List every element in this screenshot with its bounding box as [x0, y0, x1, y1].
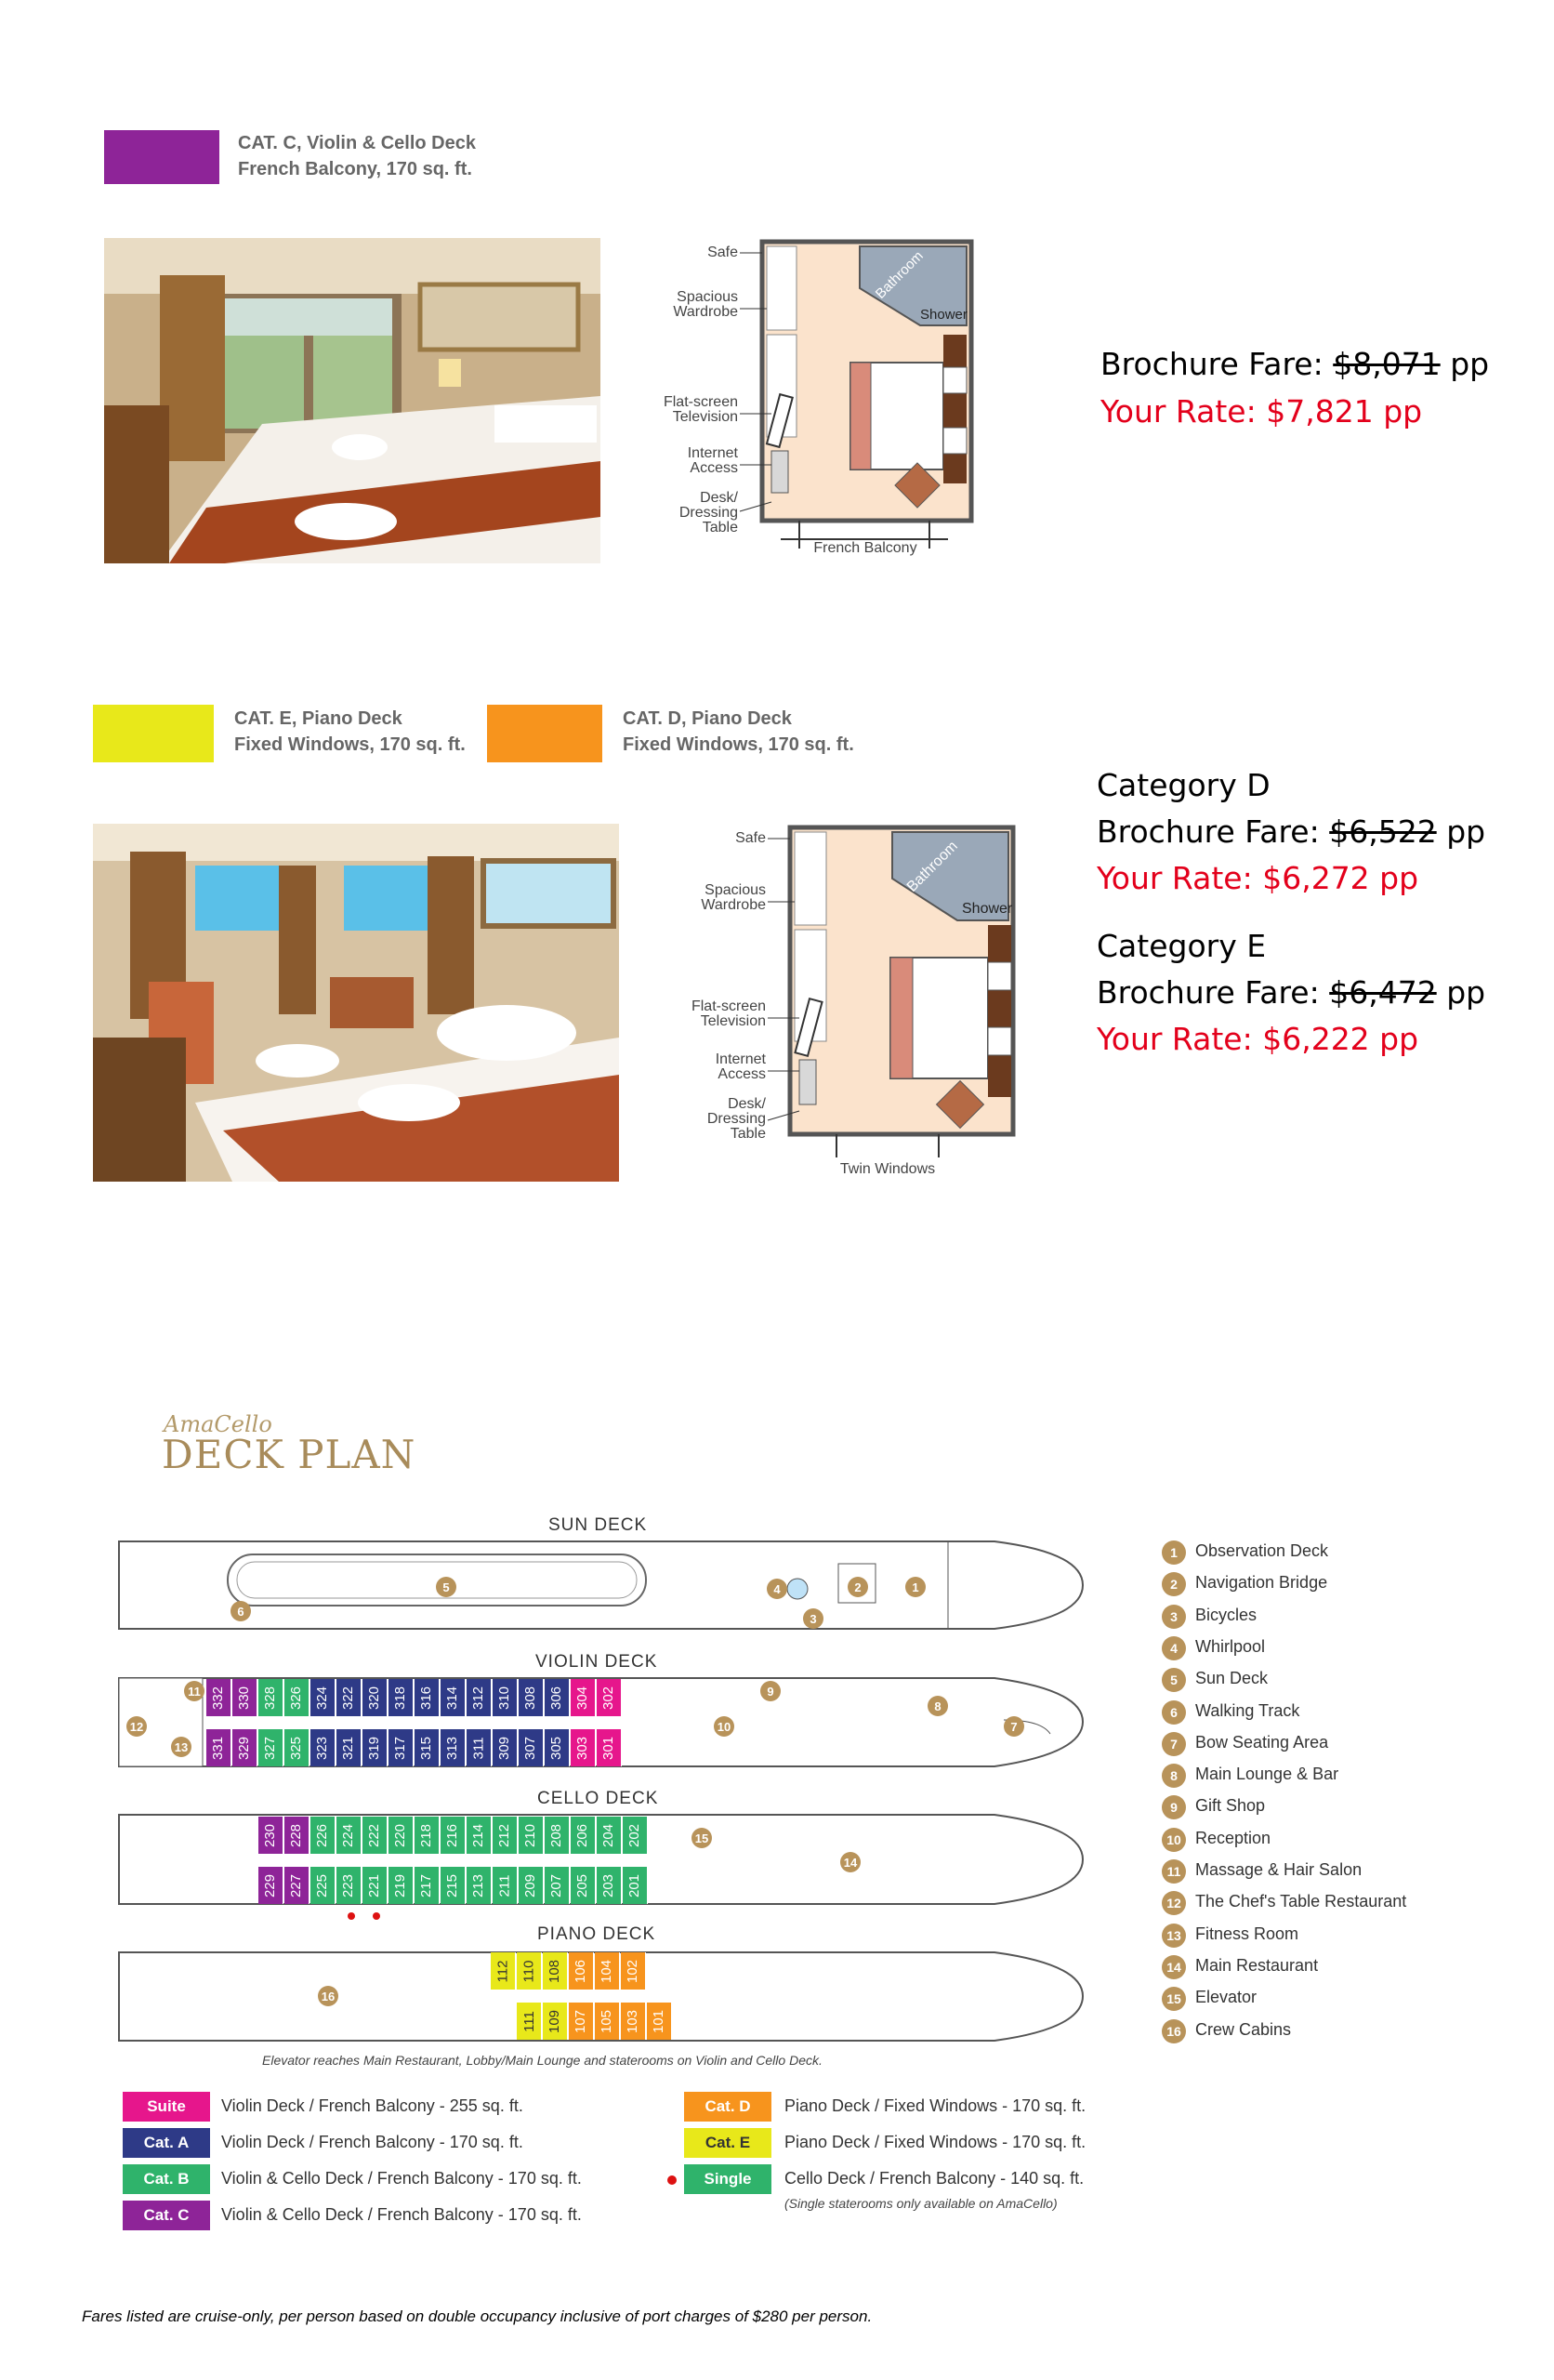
single-dot-icon — [667, 2175, 677, 2185]
svg-text:Shower: Shower — [962, 901, 1013, 917]
key-text-single: Cello Deck / French Balcony - 140 sq. ft. — [784, 2169, 1085, 2188]
cabin-204 — [597, 1817, 622, 1854]
marker-11: 11 — [184, 1681, 204, 1701]
cabin-220 — [388, 1817, 414, 1854]
fp-de-internet: Internet Access — [715, 1051, 766, 1082]
fp-c-balcony: French Balcony — [813, 540, 917, 556]
cabin-312 — [467, 1679, 492, 1716]
legend-number-badge: 12 — [1162, 1891, 1186, 1915]
cabin-number: 230 — [262, 1823, 279, 1847]
cat-c-room-photo — [104, 238, 600, 563]
cabin-228 — [284, 1817, 309, 1854]
fp-c-safe: Safe — [707, 245, 738, 260]
cat-de-room-photo — [93, 824, 619, 1182]
cabin-227 — [284, 1867, 309, 1904]
cabin-number: 211 — [496, 1874, 513, 1897]
cat-e-header-line1: CAT. E, Piano Deck — [234, 708, 402, 729]
marker-5: 5 — [436, 1577, 456, 1597]
cabin-number: 213 — [470, 1873, 487, 1897]
cabin-number: 328 — [262, 1686, 279, 1710]
cabin-213 — [467, 1867, 492, 1904]
cabin-number: 222 — [366, 1823, 383, 1847]
cabin-number: 324 — [314, 1686, 331, 1710]
cabin-number: 228 — [288, 1823, 305, 1847]
cabin-217 — [415, 1867, 440, 1904]
cabin-number: 108 — [547, 1959, 563, 1983]
cabin-number: 212 — [496, 1823, 513, 1847]
cabin-208 — [545, 1817, 570, 1854]
cabin-203 — [597, 1867, 622, 1904]
cabin-number: 318 — [392, 1686, 409, 1710]
fp-de-desk: Desk/ Dressing Table — [706, 1096, 766, 1142]
legend-label: Elevator — [1195, 1988, 1258, 2007]
cabin-102 — [621, 1952, 646, 1990]
cabin-307 — [519, 1729, 544, 1766]
legend-number-badge: 16 — [1162, 2019, 1186, 2043]
cabin-201 — [623, 1867, 648, 1904]
cabin-number: 207 — [548, 1873, 565, 1897]
legend-number-badge: 8 — [1162, 1764, 1186, 1788]
cabin-number: 214 — [470, 1823, 487, 1847]
legend-number-badge: 11 — [1162, 1859, 1186, 1884]
cabin-219 — [388, 1867, 414, 1904]
cabin-327 — [258, 1729, 283, 1766]
key-badge-cat-d: Cat. D — [684, 2092, 771, 2122]
legend-label: Reception — [1195, 1828, 1271, 1847]
cabin-number: 224 — [340, 1823, 357, 1847]
cabin-number: 206 — [574, 1823, 591, 1847]
key-text-cat-b: Violin & Cello Deck / French Balcony - 170 sq. ft. — [221, 2169, 582, 2188]
cat-c-pp: pp — [1450, 346, 1490, 382]
cabin-number: 303 — [574, 1736, 591, 1760]
cabin-325 — [284, 1729, 309, 1766]
marker-3: 3 — [803, 1608, 823, 1629]
svg-text:Bathroom: Bathroom — [872, 247, 927, 302]
legend-number-badge: 6 — [1162, 1700, 1186, 1725]
marker-15: 15 — [691, 1828, 712, 1848]
key-text-suite: Violin Deck / French Balcony - 255 sq. ft. — [221, 2096, 523, 2115]
cabin-216 — [441, 1817, 466, 1854]
cabin-number: 102 — [625, 1959, 641, 1983]
cabin-number: 203 — [600, 1873, 617, 1897]
cat-c-rate-label: Your Rate: — [1100, 393, 1257, 430]
cabin-112 — [491, 1952, 516, 1990]
legend-number-badge: 10 — [1162, 1828, 1186, 1852]
cabin-number: 313 — [444, 1736, 461, 1760]
cabin-number: 305 — [548, 1736, 565, 1760]
cat-c-header-line1: CAT. C, Violin & Cello Deck — [238, 133, 476, 153]
cabin-230 — [258, 1817, 283, 1854]
cabin-311 — [467, 1729, 492, 1766]
cabin-107 — [569, 2003, 594, 2040]
cabin-310 — [493, 1679, 518, 1716]
cabin-number: 106 — [573, 1959, 589, 1983]
cabin-226 — [310, 1817, 336, 1854]
deck-name-cello: CELLO DECK — [537, 1789, 659, 1808]
cabin-number: 215 — [444, 1873, 461, 1897]
cabin-number: 308 — [522, 1686, 539, 1710]
cabin-number: 309 — [496, 1736, 513, 1760]
cat-c-floorplan — [641, 232, 985, 567]
cabin-number: 216 — [444, 1823, 461, 1847]
legend-number-badge: 14 — [1162, 1955, 1186, 1979]
cabin-number: 319 — [366, 1736, 383, 1760]
cat-c-brochure-price: $8,071 — [1333, 346, 1441, 382]
deck-name-violin: VIOLIN DECK — [535, 1652, 658, 1672]
cabin-number: 219 — [392, 1873, 409, 1897]
cat-e-your-rate: Your Rate: $6,222 pp — [1097, 1021, 1419, 1057]
cabin-number: 330 — [236, 1686, 253, 1710]
marker-16: 16 — [318, 1986, 338, 2006]
cabin-number: 329 — [236, 1736, 253, 1760]
cat-e-pp: pp — [1446, 974, 1486, 1011]
cabin-205 — [571, 1867, 596, 1904]
cabin-number: 210 — [522, 1823, 539, 1847]
fp-c-desk: Desk/ Dressing Table — [678, 490, 738, 536]
deck-plan-title: DECK PLAN — [162, 1432, 416, 1477]
key-text-cat-d: Piano Deck / Fixed Windows - 170 sq. ft. — [784, 2096, 1086, 2115]
key-single-note: (Single staterooms only available on AmaCello) — [784, 2196, 1058, 2211]
cabin-number: 111 — [520, 2010, 537, 2032]
cabin-214 — [467, 1817, 492, 1854]
cabin-322 — [336, 1679, 362, 1716]
cabin-302 — [597, 1679, 622, 1716]
cabin-number: 229 — [262, 1873, 279, 1897]
key-badge-cat-e: Cat. E — [684, 2128, 771, 2158]
cabin-103 — [621, 2003, 646, 2040]
cat-c-header — [238, 130, 476, 182]
cabin-317 — [388, 1729, 414, 1766]
cabin-number: 112 — [494, 1960, 511, 1982]
cat-d-brochure-fare — [1097, 809, 1485, 855]
legend-number-badge: 15 — [1162, 1987, 1186, 2011]
cabin-number: 301 — [600, 1736, 617, 1760]
cabin-319 — [362, 1729, 388, 1766]
cabin-number: 103 — [625, 2009, 641, 2033]
cabin-104 — [595, 1952, 620, 1990]
cabin-number: 201 — [626, 1873, 643, 1897]
cat-d-header — [623, 706, 854, 758]
cat-d-swatch — [487, 705, 602, 762]
cat-e-title: Category E — [1097, 928, 1267, 964]
fp-c-internet: Internet Access — [687, 445, 738, 476]
cabin-309 — [493, 1729, 518, 1766]
marker-1: 1 — [905, 1577, 926, 1597]
cabin-number: 323 — [314, 1736, 331, 1760]
key-badge-cat-a: Cat. A — [123, 2128, 210, 2158]
cabin-number: 227 — [288, 1873, 305, 1897]
key-text-cat-c: Violin & Cello Deck / French Balcony - 170 sq. ft. — [221, 2205, 582, 2224]
legend-number-badge: 1 — [1162, 1540, 1186, 1565]
cabin-332 — [206, 1679, 231, 1716]
key-badge-single: Single — [684, 2164, 771, 2194]
cabin-110 — [517, 1952, 542, 1990]
cabin-326 — [284, 1679, 309, 1716]
cabin-number: 101 — [651, 2009, 667, 2033]
key-text-cat-a: Violin Deck / French Balcony - 170 sq. ft. — [221, 2133, 523, 2151]
legend-number-badge: 13 — [1162, 1924, 1186, 1948]
cat-d-your-rate: Your Rate: $6,272 pp — [1097, 860, 1419, 896]
cabin-number: 332 — [210, 1686, 227, 1710]
cat-e-header — [234, 706, 466, 758]
cabin-305 — [545, 1729, 570, 1766]
cabin-224 — [336, 1817, 362, 1854]
cat-c-swatch — [104, 130, 219, 184]
cabin-229 — [258, 1867, 283, 1904]
fp-c-wardrobe: Spacious Wardrobe — [673, 289, 738, 320]
cabin-212 — [493, 1817, 518, 1854]
legend-number-badge: 5 — [1162, 1668, 1186, 1692]
cabin-number: 311 — [470, 1737, 487, 1759]
marker-9: 9 — [760, 1681, 781, 1701]
cabin-number: 317 — [392, 1736, 409, 1760]
key-text-cat-e: Piano Deck / Fixed Windows - 170 sq. ft. — [784, 2133, 1086, 2151]
cabin-218 — [415, 1817, 440, 1854]
cabin-number: 105 — [599, 2009, 615, 2033]
legend-label: Bow Seating Area — [1195, 1732, 1329, 1752]
cabin-number: 316 — [418, 1686, 435, 1710]
fp-de-tv: Flat-screen Television — [691, 998, 766, 1029]
footnote: Fares listed are cruise-only, per person based on double occupancy inclusive of port charges of $280 per person. — [82, 2307, 873, 2325]
elevator-note: Elevator reaches Main Restaurant, Lobby/Main Lounge and staterooms on Violin and Cello Deck. — [262, 2053, 823, 2068]
cat-e-brochure-label: Brochure Fare: — [1097, 974, 1320, 1011]
cabin-301 — [597, 1729, 622, 1766]
legend-label: Walking Track — [1195, 1700, 1300, 1720]
cabin-number: 204 — [600, 1823, 617, 1847]
cabin-number: 325 — [288, 1736, 305, 1760]
cabin-number: 326 — [288, 1686, 305, 1710]
cabin-number: 314 — [444, 1686, 461, 1710]
cabin-209 — [519, 1867, 544, 1904]
cabin-number: 307 — [522, 1736, 539, 1760]
marker-13: 13 — [171, 1737, 191, 1757]
deck-name-sun: SUN DECK — [548, 1515, 648, 1535]
cat-e-brochure-price: $6,472 — [1329, 974, 1437, 1011]
cabin-105 — [595, 2003, 620, 2040]
legend-number-badge: 2 — [1162, 1572, 1186, 1596]
marker-2: 2 — [848, 1577, 868, 1597]
cabin-316 — [415, 1679, 440, 1716]
cabin-111 — [517, 2003, 542, 2040]
cat-e-header-line2: Fixed Windows, 170 sq. ft. — [234, 734, 466, 755]
legend-number-badge: 7 — [1162, 1732, 1186, 1756]
cabin-number: 327 — [262, 1736, 279, 1760]
svg-text:Shower: Shower — [920, 307, 968, 323]
legend-label: Observation Deck — [1195, 1541, 1329, 1560]
cabin-108 — [543, 1952, 568, 1990]
cabin-number: 226 — [314, 1823, 331, 1847]
cabin-313 — [441, 1729, 466, 1766]
cat-d-brochure-label: Brochure Fare: — [1097, 813, 1320, 850]
cabin-304 — [571, 1679, 596, 1716]
cat-e-swatch — [93, 705, 214, 762]
cabin-number: 310 — [496, 1686, 513, 1710]
cabin-number: 312 — [470, 1686, 487, 1710]
marker-6: 6 — [230, 1601, 251, 1621]
cabin-315 — [415, 1729, 440, 1766]
cabin-223 — [336, 1867, 362, 1904]
cabin-321 — [336, 1729, 362, 1766]
cabin-number: 302 — [600, 1686, 617, 1710]
svg-text:Bathroom: Bathroom — [903, 838, 961, 895]
cat-e-brochure-fare — [1097, 970, 1485, 1016]
cabin-number: 321 — [340, 1736, 357, 1760]
marker-7: 7 — [1004, 1716, 1024, 1737]
cat-c-your-rate — [1100, 389, 1422, 435]
fp-de-wardrobe: Spacious Wardrobe — [701, 882, 766, 913]
cat-d-brochure-price: $6,522 — [1329, 813, 1437, 850]
cabin-207 — [545, 1867, 570, 1904]
legend-label: Bicycles — [1195, 1605, 1258, 1624]
cat-c-brochure-label: Brochure Fare: — [1100, 346, 1324, 382]
cabin-number: 225 — [314, 1873, 331, 1897]
cat-c-brochure-fare — [1100, 341, 1489, 388]
cabin-202 — [623, 1817, 648, 1854]
cabin-number: 208 — [548, 1823, 565, 1847]
cabin-329 — [232, 1729, 257, 1766]
cabin-206 — [571, 1817, 596, 1854]
cabin-number: 320 — [366, 1686, 383, 1710]
cat-c-rate-price: $7,821 pp — [1266, 393, 1423, 430]
cabin-215 — [441, 1867, 466, 1904]
cabin-number: 109 — [547, 2009, 563, 2033]
cabin-number: 202 — [626, 1823, 643, 1847]
legend-label: Whirlpool — [1195, 1636, 1266, 1656]
fp-de-safe: Safe — [735, 830, 766, 846]
cat-de-floorplan — [669, 818, 1022, 1190]
cabin-number: 331 — [210, 1736, 227, 1760]
marker-8: 8 — [928, 1696, 948, 1716]
legend-label: Navigation Bridge — [1195, 1573, 1328, 1593]
cabin-328 — [258, 1679, 283, 1716]
cabin-306 — [545, 1679, 570, 1716]
cabin-number: 315 — [418, 1736, 435, 1760]
cabin-101 — [647, 2003, 672, 2040]
cabin-318 — [388, 1679, 414, 1716]
cat-d-pp: pp — [1446, 813, 1486, 850]
cabin-number: 223 — [340, 1873, 357, 1897]
fp-c-tv: Flat-screen Television — [663, 394, 738, 425]
cabin-303 — [571, 1729, 596, 1766]
marker-12: 12 — [126, 1716, 147, 1737]
cabin-211 — [493, 1867, 518, 1904]
cabin-number: 306 — [548, 1686, 565, 1710]
cabin-308 — [519, 1679, 544, 1716]
cabin-320 — [362, 1679, 388, 1716]
cabin-210 — [519, 1817, 544, 1854]
key-badge-suite: Suite — [123, 2092, 210, 2122]
cabin-number: 221 — [366, 1873, 383, 1897]
cabin-number: 322 — [340, 1686, 357, 1710]
legend-label: Sun Deck — [1195, 1669, 1269, 1688]
legend-label: Gift Shop — [1195, 1796, 1266, 1816]
marker-4: 4 — [767, 1579, 787, 1599]
fp-de-windows: Twin Windows — [839, 1161, 936, 1177]
deck-plan-brand: AmaCello — [164, 1411, 272, 1437]
cabin-106 — [569, 1952, 594, 1990]
cat-d-header-line2: Fixed Windows, 170 sq. ft. — [623, 734, 854, 755]
legend-label: Main Lounge & Bar — [1195, 1765, 1339, 1784]
cabin-number: 110 — [520, 1960, 537, 1982]
cabin-330 — [232, 1679, 257, 1716]
legend-label: Crew Cabins — [1195, 2019, 1292, 2039]
legend-number-badge: 9 — [1162, 1795, 1186, 1819]
cabin-number: 205 — [574, 1873, 591, 1897]
cabin-number: 304 — [574, 1686, 591, 1710]
legend-number-badge: 4 — [1162, 1636, 1186, 1660]
cabin-225 — [310, 1867, 336, 1904]
cat-d-title: Category D — [1097, 767, 1271, 803]
cabin-number: 209 — [522, 1873, 539, 1897]
deck-name-piano: PIANO DECK — [537, 1924, 656, 1944]
legend-label: Main Restaurant — [1195, 1955, 1319, 1975]
cabin-324 — [310, 1679, 336, 1716]
marker-14: 14 — [840, 1852, 861, 1872]
cabin-314 — [441, 1679, 466, 1716]
cat-c-header-line2: French Balcony, 170 sq. ft. — [238, 159, 472, 179]
legend-number-badge: 3 — [1162, 1605, 1186, 1629]
cabin-222 — [362, 1817, 388, 1854]
marker-10: 10 — [714, 1716, 734, 1737]
cabin-109 — [543, 2003, 568, 2040]
cabin-number: 217 — [418, 1873, 435, 1897]
cabin-number: 218 — [418, 1823, 435, 1847]
cabin-221 — [362, 1867, 388, 1904]
cabin-number: 220 — [392, 1823, 409, 1847]
cabin-number: 104 — [599, 1959, 615, 1983]
key-badge-cat-b: Cat. B — [123, 2164, 210, 2194]
legend-label: Fitness Room — [1195, 1924, 1299, 1943]
cabin-331 — [206, 1729, 231, 1766]
legend-label: The Chef's Table Restaurant — [1195, 1892, 1407, 1911]
cabin-number: 107 — [573, 2009, 589, 2033]
legend-label: Massage & Hair Salon — [1195, 1860, 1363, 1879]
cat-d-header-line1: CAT. D, Piano Deck — [623, 708, 792, 729]
key-badge-cat-c: Cat. C — [123, 2201, 210, 2230]
cabin-323 — [310, 1729, 336, 1766]
